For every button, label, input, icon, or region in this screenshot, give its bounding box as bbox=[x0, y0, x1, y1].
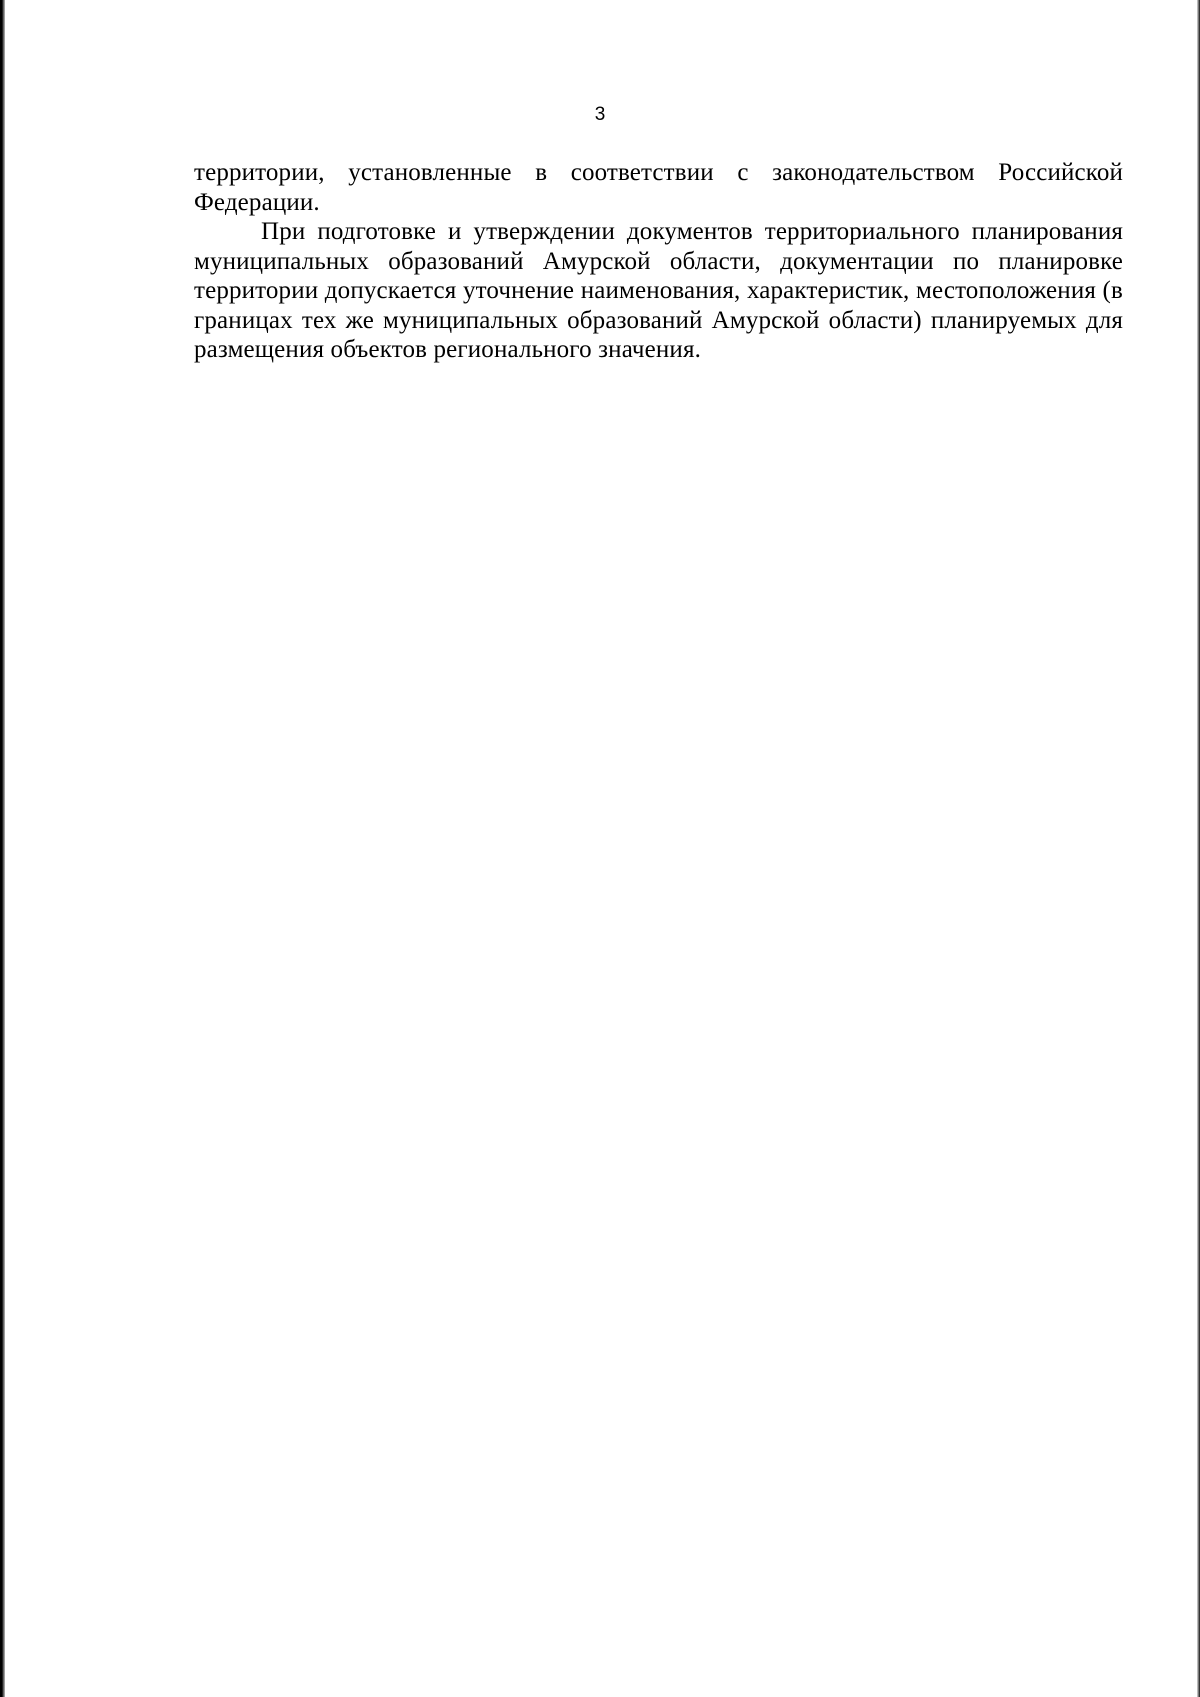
page-number: 3 bbox=[594, 104, 606, 125]
scan-border-left bbox=[0, 0, 5, 1697]
paragraph-continuation: территории, установленные в соответствии с законодательством Российской Федерации. bbox=[194, 159, 1123, 216]
document-body bbox=[194, 158, 1123, 365]
paragraph-clarification: При подготовке и утверждении документов территориального планирования муниципальных образований Амурской области, документации по планировке территории допускается уточнение наименования, характеристик, местоположения (в границах тех же муниципальных образований Амурской области) планируемых для размещения объектов регионального значения. bbox=[194, 218, 1123, 363]
